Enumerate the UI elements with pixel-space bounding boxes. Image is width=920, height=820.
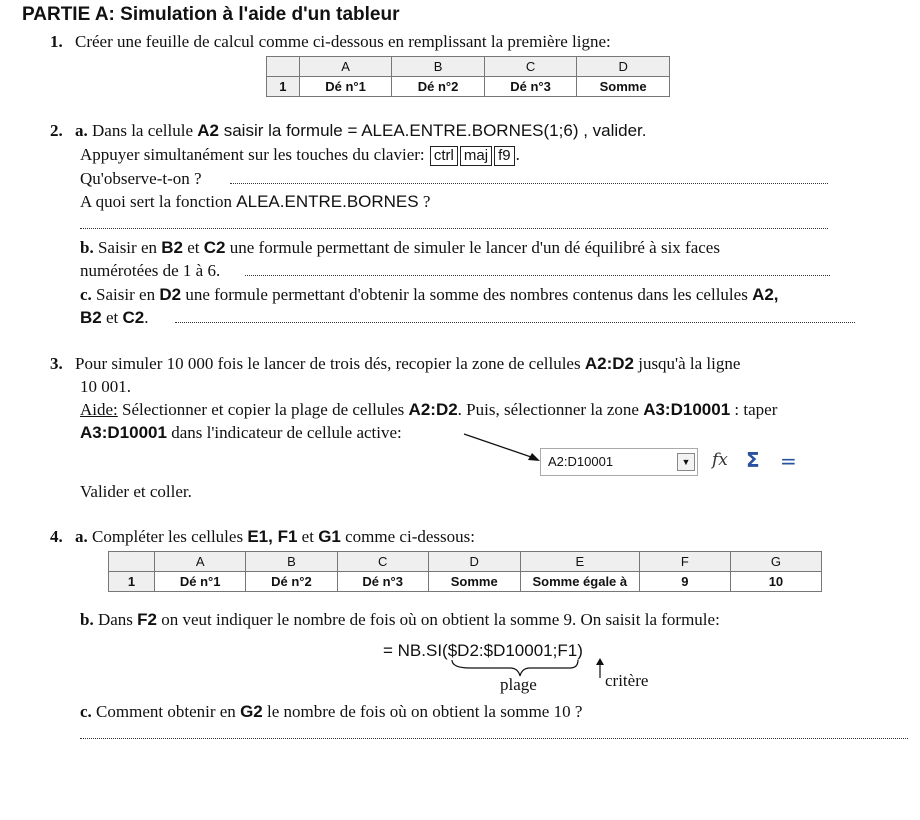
text: on veut indiquer le nombre de fois où on obtient la somme 9. On saisit la formule:	[157, 610, 720, 629]
text: une formule permettant de simuler le lancer d'un dé équilibré à six faces	[225, 238, 720, 257]
text: ?	[418, 192, 431, 211]
question-2c-line2	[80, 308, 149, 328]
column-header: G	[730, 552, 821, 572]
text: et	[101, 308, 123, 327]
spreadsheet-table-2	[108, 551, 822, 592]
text: Comment obtenir en	[91, 702, 241, 721]
column-header: D	[577, 57, 670, 77]
question-3-line2: 10 001.	[80, 377, 131, 396]
arrow-icon	[460, 428, 550, 468]
column-header: E	[520, 552, 639, 572]
sub-label: a.	[75, 527, 88, 546]
answer-line	[80, 738, 908, 739]
key-ctrl: ctrl	[430, 146, 458, 166]
answer-line	[230, 183, 828, 184]
text: .	[144, 308, 149, 327]
cell-range: A2:D2	[408, 400, 458, 419]
question-4c	[80, 702, 582, 722]
column-header: A	[155, 552, 246, 572]
cell-ref: G1	[318, 527, 341, 546]
text: Sélectionner et copier la plage de cellules	[117, 400, 409, 419]
table-cell: 10	[730, 572, 821, 592]
cell-ref: B2	[161, 238, 183, 257]
row-number: 1	[267, 77, 300, 97]
text: Saisir en	[93, 238, 162, 257]
question-number: 2.	[50, 121, 63, 140]
name-box-value: A2:D10001	[548, 454, 614, 469]
question-4a	[50, 527, 475, 547]
column-header: C	[337, 552, 428, 572]
text: : taper	[730, 400, 778, 419]
text: Saisir en	[91, 285, 160, 304]
cell-ref: C2	[122, 308, 145, 327]
sub-label: b.	[80, 238, 94, 257]
chevron-down-icon[interactable]: ▼	[677, 453, 695, 471]
equals-icon[interactable]: =	[780, 449, 797, 473]
cell-range: A3:D10001	[80, 423, 167, 442]
table-cell: Dé n°1	[155, 572, 246, 592]
text: une formule permettant d'obtenir la somme des nombres contenus dans les cellules	[181, 285, 753, 304]
question-3	[50, 354, 740, 374]
key-f9: f9	[494, 146, 515, 166]
name-box-input[interactable]	[540, 448, 698, 476]
text: et	[297, 527, 319, 546]
question-2b-line2: numérotées de 1 à 6.	[80, 261, 221, 280]
cell-ref: D2	[159, 285, 182, 304]
question-number: 1.	[50, 32, 63, 51]
text: dans l'indicateur de cellule active:	[166, 423, 402, 442]
column-header: C	[484, 57, 576, 77]
text: . Puis, sélectionner la zone	[457, 400, 644, 419]
column-header: B	[392, 57, 484, 77]
sub-label: c.	[80, 702, 92, 721]
sub-label: b.	[80, 610, 94, 629]
table-cell: Dé n°3	[337, 572, 428, 592]
table-cell: Dé n°2	[246, 572, 337, 592]
table-cell: Dé n°3	[484, 77, 576, 97]
cell-ref: A2,	[752, 285, 779, 304]
cell-ref: A2	[197, 121, 219, 140]
valider-text: Valider et coller.	[80, 482, 192, 501]
function-wizard-icon[interactable]: 𝑓x	[712, 450, 728, 470]
question-2c	[80, 285, 779, 305]
plage-label: plage	[500, 675, 537, 694]
answer-line	[80, 228, 828, 229]
table-cell: Somme	[428, 572, 520, 592]
cell-ref: F2	[137, 610, 158, 629]
cell-ref: C2	[203, 238, 226, 257]
aide-line	[80, 400, 777, 420]
observe-question: Qu'observe-t-on ?	[80, 169, 202, 188]
column-header: D	[428, 552, 520, 572]
sum-icon[interactable]: Σ	[746, 448, 760, 472]
cell-ref: G2	[240, 702, 263, 721]
cell-range: A2:D2	[584, 354, 634, 373]
column-header: B	[246, 552, 337, 572]
text: A quoi sert la fonction	[80, 192, 237, 211]
cell-ref: E1, F1	[247, 527, 298, 546]
question-4b	[80, 610, 720, 630]
aide-line-2	[80, 423, 402, 443]
table-cell: Dé n°2	[392, 77, 484, 97]
text: Appuyer simultanément sur les touches du clavier:	[80, 145, 425, 164]
table-cell: 9	[639, 572, 730, 592]
text: Dans	[93, 610, 138, 629]
formula-text: = NB.SI($D2:$D10001;F1)	[383, 641, 583, 660]
text: Compléter les cellules	[87, 527, 248, 546]
text: jusqu'à la ligne	[633, 354, 741, 373]
text: Dans la cellule	[87, 121, 198, 140]
table-cell: Somme égale à	[520, 572, 639, 592]
text: et	[182, 238, 204, 257]
critere-label: critère	[605, 671, 649, 690]
table-cell: Dé n°1	[299, 77, 391, 97]
question-number: 3.	[50, 354, 63, 373]
question-2a	[50, 121, 647, 141]
row-number: 1	[109, 572, 155, 592]
aide-label: Aide:	[80, 400, 118, 419]
text: .	[515, 145, 520, 164]
key-maj: maj	[460, 146, 492, 166]
keys-line	[80, 145, 520, 166]
spreadsheet-table-1	[266, 56, 670, 97]
text: comme ci-dessous:	[340, 527, 475, 546]
text: saisir la formule = ALEA.ENTRE.BORNES(1;6) , valider.	[219, 121, 647, 140]
question-1-text: Créer une feuille de calcul comme ci-dessous en remplissant la première ligne:	[75, 32, 611, 51]
function-question	[80, 192, 430, 212]
function-name: ALEA.ENTRE.BORNES	[236, 192, 419, 211]
answer-line	[245, 275, 830, 276]
cell-range: A3:D10001	[643, 400, 731, 419]
page-title: PARTIE A: Simulation à l'aide d'un tableur	[22, 4, 400, 25]
question-2b	[80, 238, 720, 258]
sub-label: a.	[75, 121, 88, 140]
answer-line	[175, 322, 855, 323]
cell-ref: B2	[80, 308, 102, 327]
column-header: F	[639, 552, 730, 572]
question-number: 4.	[50, 527, 63, 546]
text: le nombre de fois où on obtient la somme 10 ?	[262, 702, 583, 721]
column-header: A	[299, 57, 391, 77]
sub-label: c.	[80, 285, 92, 304]
table-cell: Somme	[577, 77, 670, 97]
text: Pour simuler 10 000 fois le lancer de trois dés, recopier la zone de cellules	[75, 354, 585, 373]
question-1	[50, 32, 611, 52]
